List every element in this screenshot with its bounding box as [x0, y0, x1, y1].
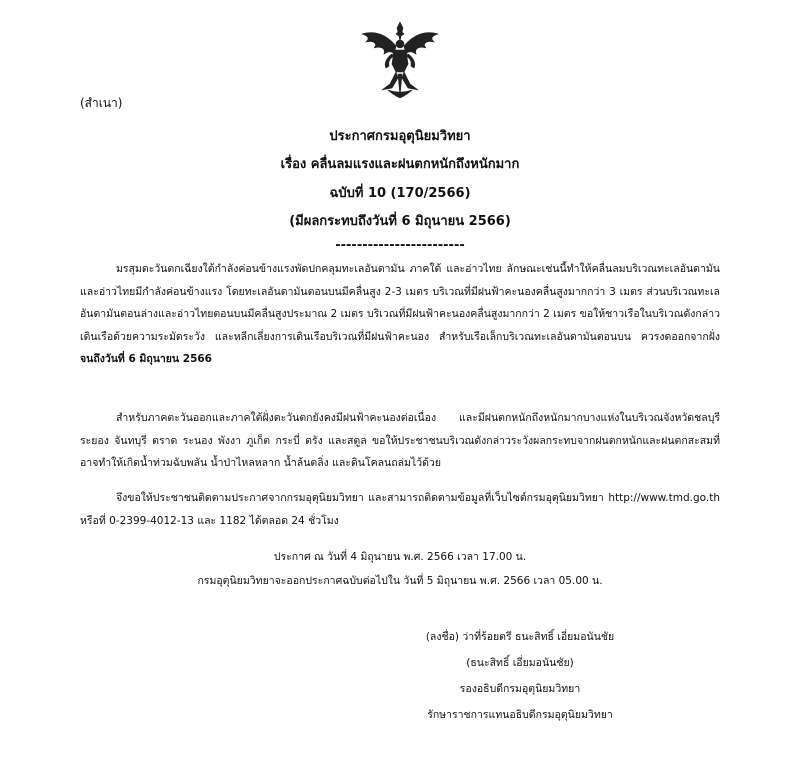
subject-title: เรื่อง คลื่นลมแรงและฝนตกหนักถึงหนักมาก [280, 157, 520, 172]
garuda-emblem-icon [352, 20, 448, 100]
divider: ------------------------ [335, 238, 465, 253]
paragraph-text: สำหรับภาคตะวันออกและภาคใต้ฝั่งตะวันตกยังคงมีฝนฟ้าคะนองต่อเนื่อง และมีฝนตกหนักถึงหนักมากบางแห่งในบริเวณจังหวัดชลบุรี ระยอง จันทบุรี ตราด ระนอง พังงา ภูเก็ต กระบี่ ตรัง และสตูล ขอให้ประชาชนบริเวณดังกล่าวระวังผลกระทบจากฝนตกหนักและฝนตกสะสมที่อาจทำให้เกิดน้ำท่วมฉับพลัน น้ำป่าไหลหลาก น้ำล้นตลิ่ง และดินโคลนถล่มไว้ด้วย [80, 412, 720, 469]
copy-mark: (สำเนา) [80, 96, 123, 110]
signature-signed: (ลงชื่อ) ว่าที่ร้อยตรี ธนะสิทธิ์ เอี่ยมอนันชัย [425, 631, 615, 643]
paragraph-follow-up [80, 487, 720, 532]
signature-name: (ธนะสิทธิ์ เอี่ยมอนันชัย) [466, 657, 574, 669]
paragraph-rain-warning [80, 407, 720, 475]
next-announcement: กรมอุตุนิยมวิทยาจะออกประกาศฉบับต่อไปใน วันที่ 5 มิถุนายน พ.ศ. 2566 เวลา 05.00 น. [197, 575, 603, 587]
agency-title: ประกาศกรมอุตุนิยมวิทยา [329, 129, 471, 144]
paragraph-text: จึงขอให้ประชาชนติดตามประกาศจากกรมอุตุนิยมวิทยา และสามารถติดตามข้อมูลที่เว็บไซต์กรมอุตุนิยมวิทยา http://www.tmd.go.th หรือที่ 0-2399-4012-13 และ 1182 ได้ตลอด 24 ชั่วโมง [80, 492, 720, 527]
issue-number: ฉบับที่ 10 (170/2566) [329, 186, 471, 201]
effective-date: (มีผลกระทบถึงวันที่ 6 มิถุนายน 2566) [289, 214, 511, 229]
paragraph-marine-warning [80, 258, 720, 371]
signature-acting: รักษาราชการแทนอธิบดีกรมอุตุนิยมวิทยา [427, 709, 613, 721]
paragraph-text: มรสุมตะวันตกเฉียงใต้กำลังค่อนข้างแรงพัดปกคลุมทะเลอันดามัน ภาคใต้ และอ่าวไทย ลักษณะเช่นนี้ทำให้คลื่นลมบริเวณทะเลอันดามันและอ่าวไทยมีกำลังค่อนข้างแรง โดยทะเลอันดามันตอนบนมีคลื่นสูง 2-3 เมตร บริเวณที่มีฝนฟ้าคะนองคลื่นสูงมากกว่า 3 เมตร ส่วนบริเวณทะเลอันดามันตอนล่างและอ่าวไทยตอนบนมีคลื่นสูงประมาณ 2 เมตร บริเวณที่มีฝนฟ้าคะนองคลื่นสูงมากกว่า 2 เมตร ขอให้ชาวเรือในบริเวณดังกล่าวเดินเรือด้วยความระมัดระวัง และหลีกเลี่ยงการเดินเรือบริเวณที่มีฝนฟ้าคะนอง สำหรับเรือเล็กบริเวณทะเลอันดามันตอนบน ควรงดออกจากฝั่ง [80, 263, 720, 343]
signature-position: รองอธิบดีกรมอุตุนิยมวิทยา [459, 683, 581, 695]
paragraph-bold-date: จนถึงวันที่ 6 มิถุนายน 2566 [80, 353, 212, 365]
announce-date: ประกาศ ณ วันที่ 4 มิถุนายน พ.ศ. 2566 เวลา 17.00 น. [273, 551, 527, 563]
